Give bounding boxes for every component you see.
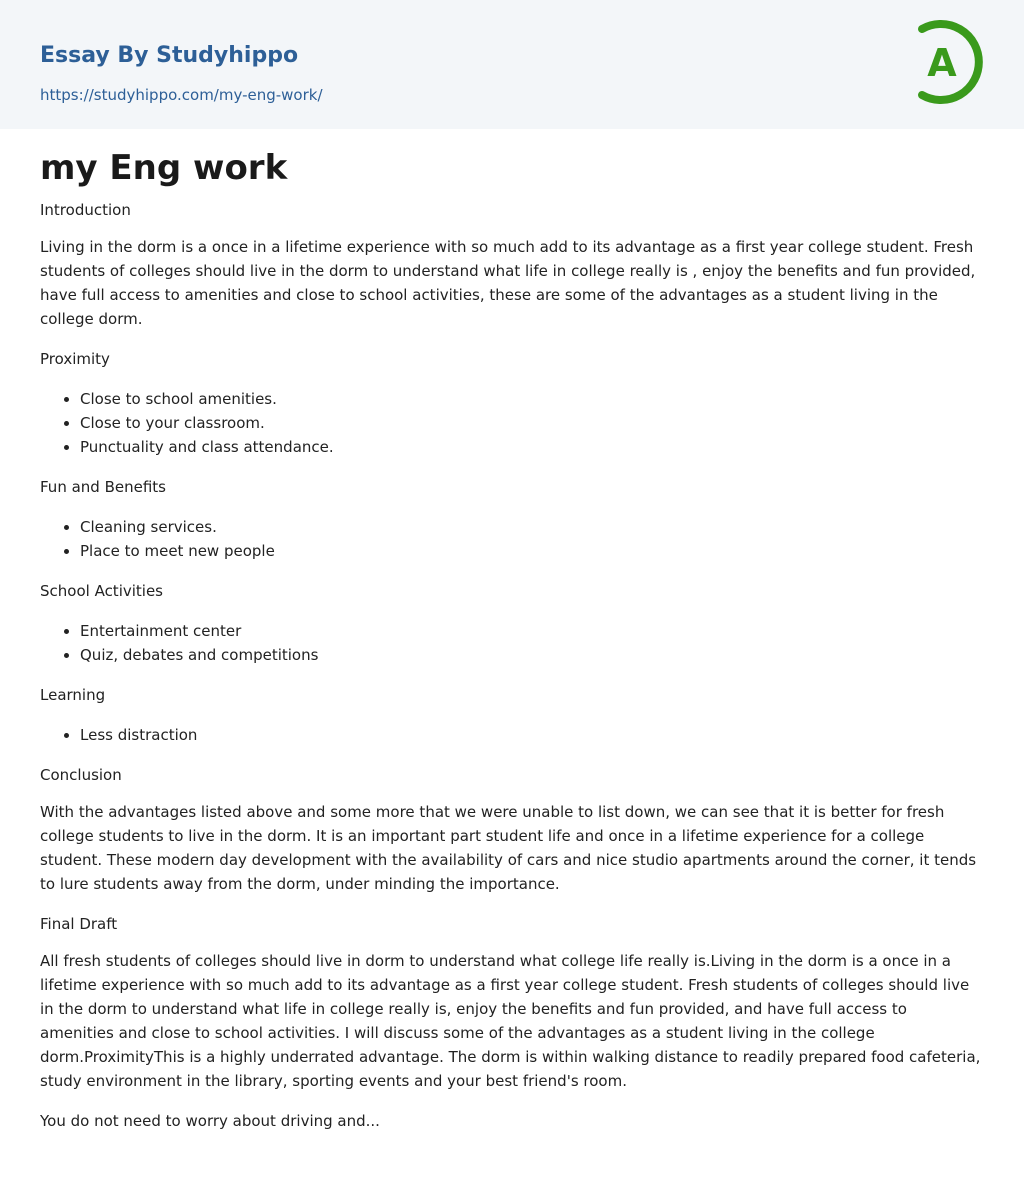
list-item: • Close to school amenities. [80, 387, 984, 411]
list-item: • Close to your classroom. [80, 411, 984, 435]
site-header [0, 0, 1024, 129]
list-item: • Less distraction [80, 723, 984, 747]
section-label-proximity: Proximity [40, 350, 110, 368]
list-item: • Cleaning services. [80, 515, 984, 539]
teaser-paragraph: You do not need to worry about driving and... [40, 1112, 380, 1130]
fun-benefits-list [40, 515, 984, 563]
section-label-conclusion: Conclusion [40, 766, 122, 784]
final-draft-paragraph: All fresh students of colleges should live in dorm to understand what college life really is.Living in the dorm is a once in a lifetime experience with so much add to its advantage as a first year college student. Fresh students of colleges should live in the dorm to understand what life in college really is, enjoy the benefits and fun provided, and have full access to amenities and close to school activities. I will discuss some of the advantages as a student living in the college dorm.ProximityThis is a highly underrated advantage. The dorm is within walking distance to readily prepared food cafeteria, study environment in the library, sporting events and your best friend's room. [40, 952, 981, 1090]
essay-url-link[interactable]: https://studyhippo.com/my-eng-work/ [40, 86, 323, 104]
school-activities-list [40, 619, 984, 667]
logo-letter: A [927, 41, 957, 85]
list-item: • Place to meet new people [80, 539, 984, 563]
section-label-introduction: Introduction [40, 201, 131, 219]
list-item: • Quiz, debates and competitions [80, 643, 984, 667]
article-body [0, 129, 1024, 1133]
section-label-fun-and-benefits: Fun and Benefits [40, 478, 166, 496]
section-label-learning: Learning [40, 686, 106, 704]
list-item: • Punctuality and class attendance. [80, 435, 984, 459]
studyhippo-logo-icon[interactable] [916, 19, 986, 105]
site-title[interactable]: Essay By Studyhippo [40, 43, 299, 68]
intro-paragraph: Living in the dorm is a once in a lifetime experience with so much add to its advantage as a first year college student. Fresh students of colleges should live in the dorm to understand what life in college really is , enjoy the benefits and fun provided, have full access to amenities and close to school activities, these are some of the advantages as a student living in the college dorm. [40, 238, 976, 328]
conclusion-paragraph: With the advantages listed above and some more that we were unable to list down, we can see that it is better for fresh college students to live in the dorm. It is an important part student life and once in a lifetime experience for a college student. These modern day development with the availability of cars and nice studio apartments around the corner, it tends to lure students away from the dorm, under minding the importance. [40, 803, 977, 893]
proximity-list [40, 387, 984, 459]
list-item: • Entertainment center [80, 619, 984, 643]
section-label-school-activities: School Activities [40, 582, 163, 600]
section-label-final-draft: Final Draft [40, 915, 118, 933]
page-title: my Eng work [40, 148, 288, 188]
learning-list [40, 723, 984, 747]
